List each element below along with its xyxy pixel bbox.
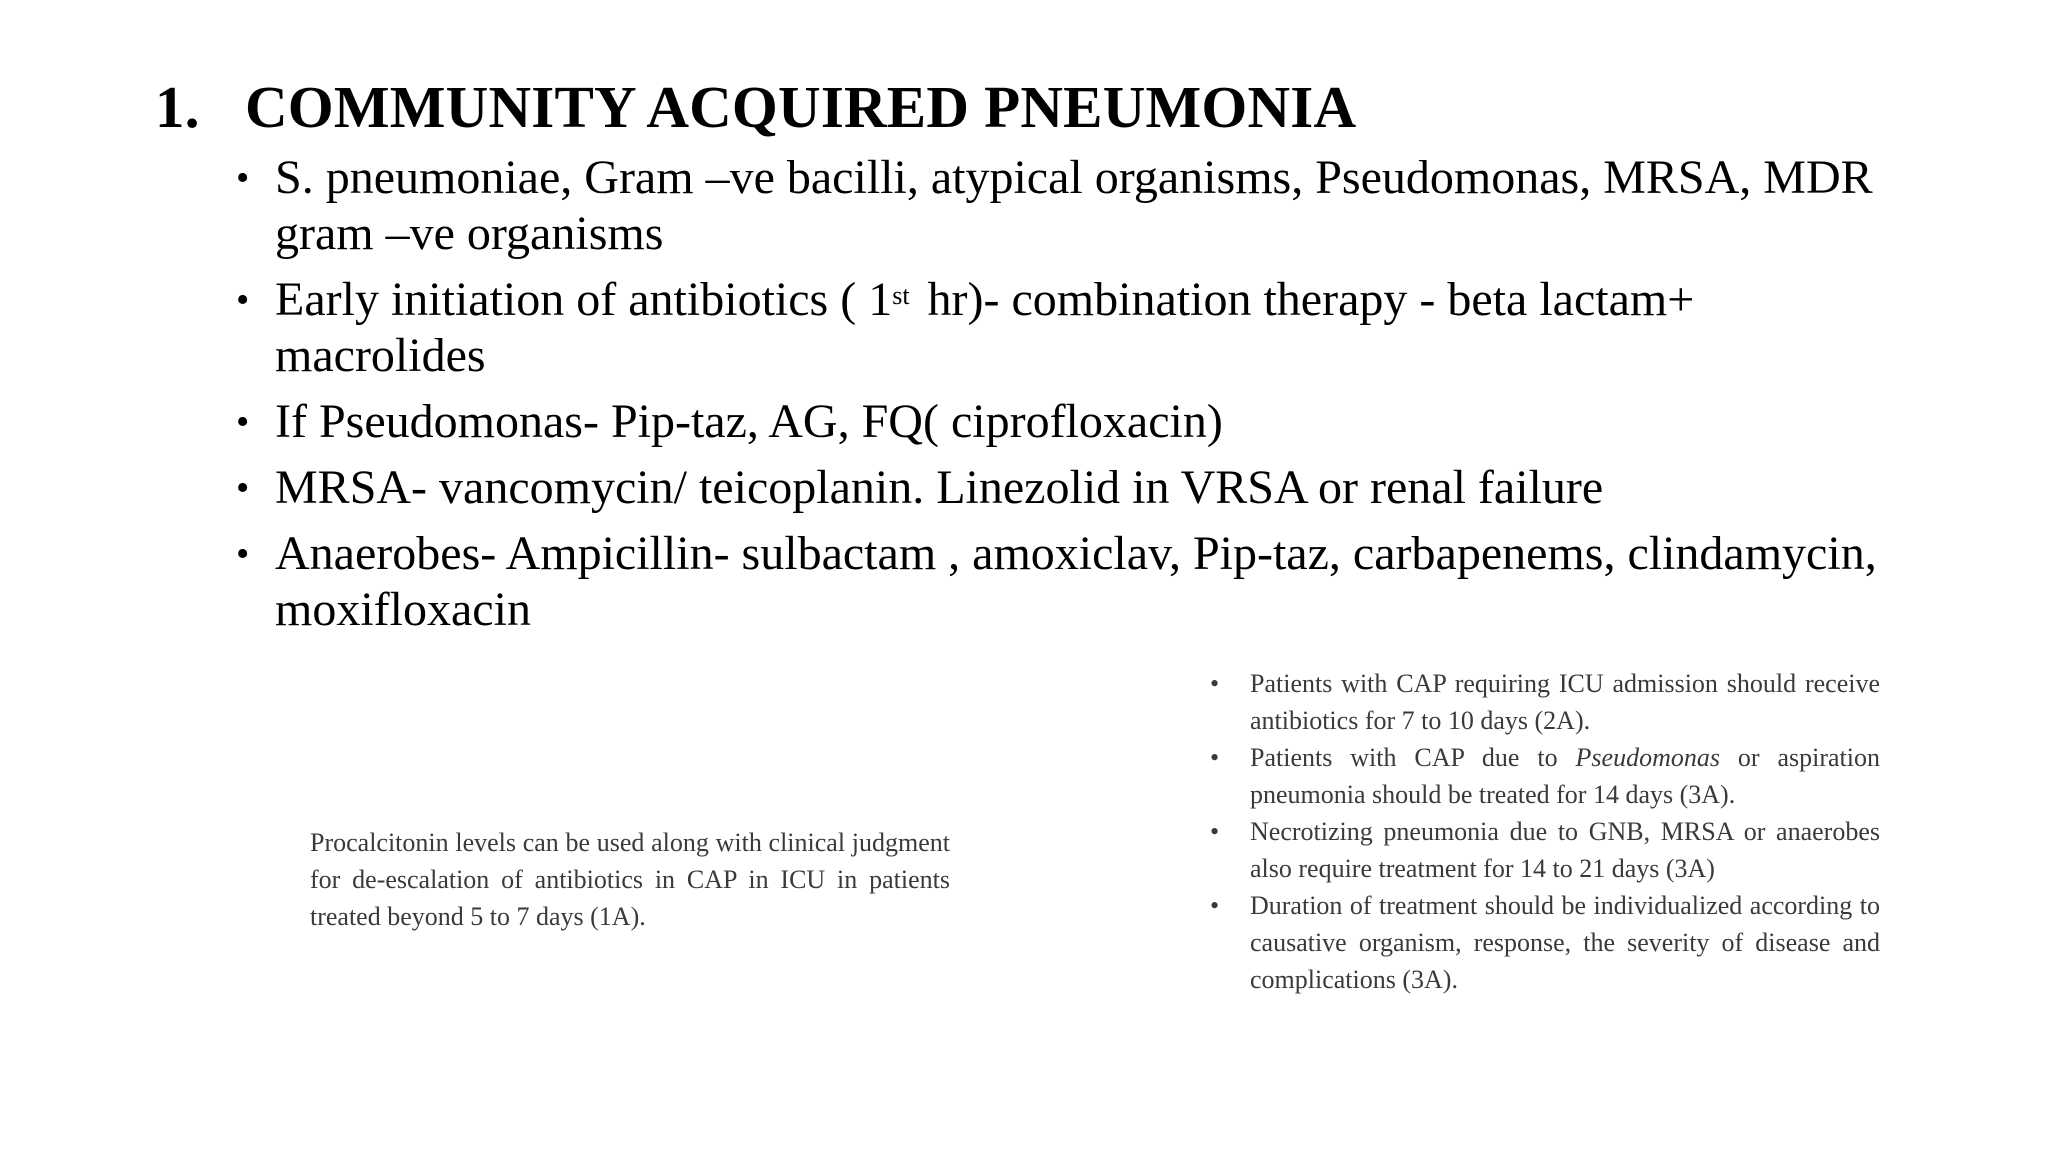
main-bullet-list <box>230 150 1890 648</box>
bullet-superscript: st <box>892 281 910 310</box>
bullet-dot-icon: • <box>236 467 250 509</box>
duration-item <box>1208 887 1880 998</box>
title-text: COMMUNITY ACQUIRED PNEUMONIA <box>245 74 1357 140</box>
bullet-anaerobes <box>230 526 1890 638</box>
bullet-dot-icon: • <box>1210 891 1220 920</box>
bullet-dot-icon: • <box>1210 743 1220 772</box>
bullet-text: Anaerobes- Ampicillin- sulbactam , amoxiclav, Pip-taz, carbapenems, clindamycin, moxifloxacin <box>275 527 1877 636</box>
duration-text: Patients with CAP requiring ICU admission should receive antibiotics for 7 to 10 days (2A). <box>1250 669 1880 735</box>
bullet-dot-icon: • <box>236 401 250 443</box>
duration-item <box>1208 813 1880 887</box>
bullet-mrsa <box>230 460 1890 516</box>
bullet-organisms <box>230 150 1890 262</box>
duration-text: Patients with CAP due to <box>1250 743 1576 772</box>
bullet-text: If Pseudomonas- Pip-taz, AG, FQ( ciprofloxacin) <box>275 395 1223 448</box>
bullet-dot-icon: • <box>236 279 250 321</box>
bullet-text: Early initiation of antibiotics ( 1 <box>275 273 893 326</box>
duration-text: Necrotizing pneumonia due to GNB, MRSA or anaerobes also require treatment for 14 to 21 days (3A) <box>1250 817 1880 883</box>
duration-text-continued: or aspiration pneumonia should be treated for 14 days (3A). <box>1250 743 1880 809</box>
slide-title <box>155 72 1356 142</box>
bullet-text: MRSA- vancomycin/ teicoplanin. Linezolid in VRSA or renal failure <box>275 461 1604 514</box>
bullet-dot-icon: • <box>236 157 250 199</box>
duration-italic-text: Pseudomonas <box>1575 743 1720 772</box>
bullet-dot-icon: • <box>236 533 250 575</box>
bullet-pseudomonas <box>230 394 1890 450</box>
bullet-dot-icon: • <box>1210 669 1220 698</box>
treatment-duration-excerpt <box>1208 665 1880 998</box>
duration-item <box>1208 739 1880 813</box>
bullet-dot-icon: • <box>1210 817 1220 846</box>
duration-text: Duration of treatment should be individualized according to causative organism, response, the severity of disease and complications (3A). <box>1250 891 1880 994</box>
bullet-early-initiation <box>230 272 1890 384</box>
duration-item <box>1208 665 1880 739</box>
procalcitonin-excerpt: Procalcitonin levels can be used along with clinical judgment for de-escalation of antibiotics in CAP in ICU in patients treated beyond 5 to 7 days (1A). <box>310 828 950 931</box>
title-number: 1. <box>155 74 200 140</box>
bullet-text-continued: hr)- combination therapy - beta lactam+ macrolides <box>275 273 1695 382</box>
bullet-text: S. pneumoniae, Gram –ve bacilli, atypical organisms, Pseudomonas, MRSA, MDR gram –ve organisms <box>275 151 1873 260</box>
